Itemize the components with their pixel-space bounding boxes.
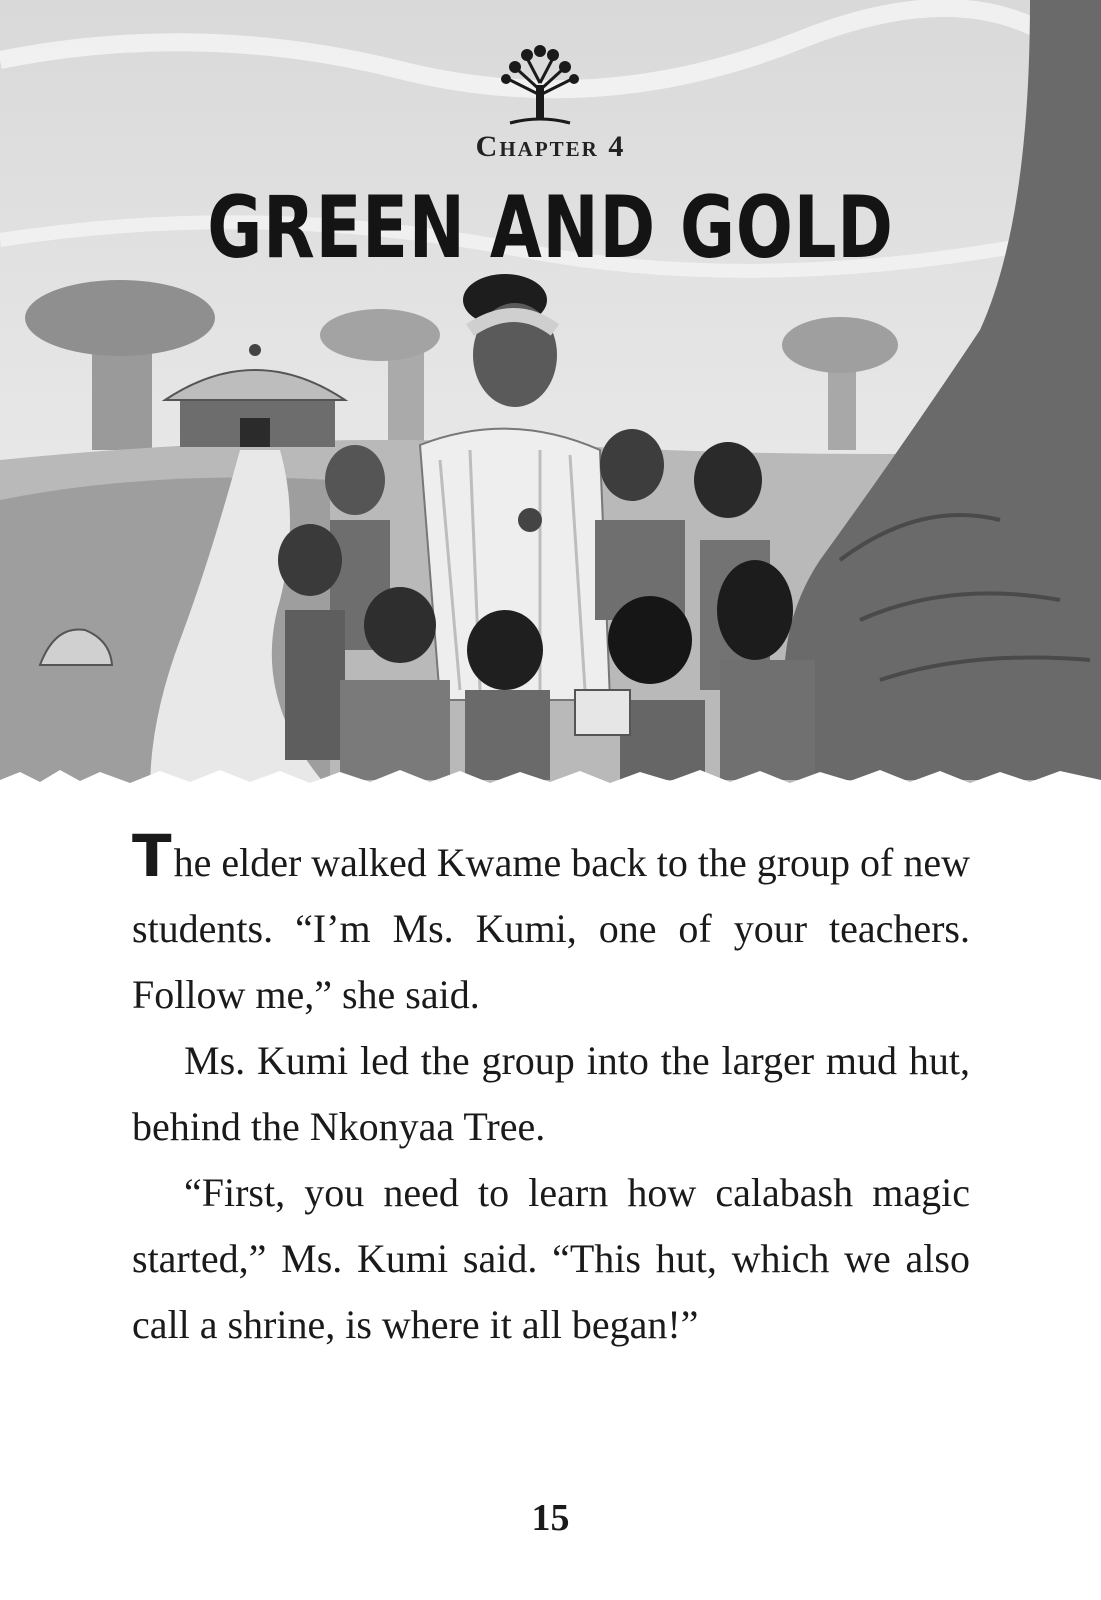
drop-cap: T — [132, 822, 172, 890]
paragraph-2: Ms. Kumi led the group into the larger mud hut, behind the Nkonyaa Tree. — [132, 1038, 970, 1149]
paragraph-3: “First, you need to learn how calabash magic started,” Ms. Kumi said. “This hut, which we also call a shrine, is where it all began!” — [132, 1170, 970, 1347]
page-number: 15 — [531, 1497, 570, 1539]
chapter-body — [132, 822, 970, 1358]
chapter-label: Chapter 4 — [475, 130, 626, 163]
paragraph-1 — [132, 822, 970, 1028]
chapter-title: GREEN AND GOLD — [207, 178, 894, 278]
paragraph-1-text: he elder walked Kwame back to the group of new students. “I’m Ms. Kumi, one of your teachers. Follow me,” she said. — [132, 840, 970, 1017]
